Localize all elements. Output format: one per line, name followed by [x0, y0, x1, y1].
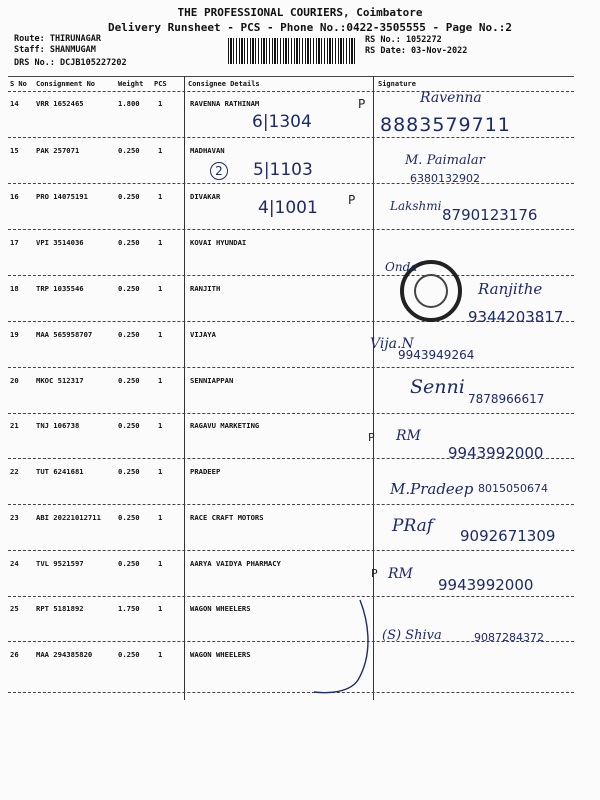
row-consignment: TVL 9521597: [36, 559, 84, 568]
row-consignee: RAGAVU MARKETING: [190, 421, 260, 430]
row-consignee: RAVENNA RATHINAM: [190, 99, 260, 108]
row-sno: 21: [10, 421, 19, 430]
row-sno: 15: [10, 146, 19, 155]
barcode: [228, 38, 356, 64]
row-sno: 25: [10, 604, 19, 613]
handwritten-p-mark: P: [368, 431, 375, 444]
row-consignment: MAA 294385820: [36, 650, 93, 659]
col-details: Consignee Details: [188, 80, 260, 88]
row-weight: 0.250: [118, 467, 140, 476]
row-consignee: WAGON WHEELERS: [190, 604, 251, 613]
row-pcs: 1: [158, 650, 163, 659]
row-divider: [8, 183, 574, 184]
row-weight: 0.250: [118, 559, 140, 568]
signature-scribble: PRaf: [392, 516, 434, 536]
signature-scribble: Senni: [410, 376, 465, 398]
handwritten-phone: 8790123176: [442, 206, 538, 224]
row-sno: 16: [10, 192, 19, 201]
handwritten-p-mark: P: [358, 97, 366, 111]
row-consignment: VRR 1652465: [36, 99, 84, 108]
row-pcs: 1: [158, 513, 163, 522]
handwritten-phone: 9943992000: [448, 444, 544, 462]
handwritten-door-number: 6|1304: [252, 112, 312, 132]
handwritten-phone: 9087284372: [474, 631, 544, 644]
row-divider: [8, 596, 574, 597]
row-consignment: ABI 20221012711: [36, 513, 101, 522]
row-consignee: DIVAKAR: [190, 192, 221, 201]
row-divider: [8, 137, 574, 138]
row-weight: 0.250: [118, 238, 140, 247]
row-divider: [8, 550, 574, 551]
row-pcs: 1: [158, 146, 163, 155]
row-weight: 0.250: [118, 376, 140, 385]
handwritten-phone: 8015050674: [478, 482, 548, 495]
signature-scribble: M.Pradeep: [390, 480, 474, 498]
row-weight: 1.750: [118, 604, 140, 613]
row-weight: 0.250: [118, 284, 140, 293]
row-sno: 19: [10, 330, 19, 339]
row-weight: 0.250: [118, 513, 140, 522]
handwritten-door-number: 5|1103: [253, 160, 313, 180]
signature-scribble: Ravenna: [420, 90, 482, 106]
route-label: Route: THIRUNAGAR: [14, 34, 101, 44]
row-consignment: RPT 5181892: [36, 604, 84, 613]
handwritten-phone: 9943992000: [438, 576, 534, 594]
header-top-rule: [8, 76, 574, 77]
row-sno: 26: [10, 650, 19, 659]
handwritten-phone: 9344203817: [468, 308, 564, 326]
row-consignment: PRO 14075191: [36, 192, 88, 201]
row-divider: [8, 367, 574, 368]
row-pcs: 1: [158, 192, 163, 201]
signature-scribble: Onda: [385, 260, 418, 274]
row-weight: 1.800: [118, 99, 140, 108]
handwritten-door-number: 4|1001: [258, 198, 318, 218]
handwritten-circled-number: 2: [210, 162, 228, 180]
row-pcs: 1: [158, 99, 163, 108]
company-title: THE PROFESSIONAL COURIERS, Coimbatore: [177, 6, 423, 19]
row-consignee: RANJITH: [190, 284, 221, 293]
handwritten-phone: 9092671309: [460, 527, 556, 545]
row-pcs: 1: [158, 238, 163, 247]
row-consignment: MAA 565958707: [36, 330, 93, 339]
col-sno: S No: [10, 80, 27, 88]
row-divider: [8, 504, 574, 505]
row-weight: 0.250: [118, 330, 140, 339]
row-consignment: MKOC 512317: [36, 376, 84, 385]
row-consignee: PRADEEP: [190, 467, 221, 476]
row-weight: 0.250: [118, 146, 140, 155]
row-pcs: 1: [158, 284, 163, 293]
col-consignment: Consignment No: [36, 80, 96, 88]
handwritten-p-mark: P: [348, 193, 356, 207]
runsheet-subtitle: Delivery Runsheet - PCS - Phone No.:0422-3505555 - Page No.:2: [108, 21, 512, 34]
col-weight: Weight: [118, 80, 144, 88]
signature-scribble: RM: [388, 566, 413, 582]
row-consignment: TNJ 106738: [36, 421, 80, 430]
rs-date: RS Date: 03-Nov-2022: [365, 46, 468, 56]
handwritten-phone: 8883579711: [380, 114, 511, 136]
row-consignment: VPI 3514036: [36, 238, 84, 247]
signature-scribble: Ranjithe: [478, 280, 543, 298]
details-column-rule: [184, 76, 185, 700]
row-pcs: 1: [158, 330, 163, 339]
row-consignee: SENNIAPPAN: [190, 376, 234, 385]
drs-number: DRS No.: DCJB105227202: [14, 58, 127, 68]
row-pcs: 1: [158, 467, 163, 476]
header-bottom-rule: [8, 91, 574, 92]
row-sno: 22: [10, 467, 19, 476]
handwritten-p-mark: P: [371, 567, 378, 580]
handwritten-phone: 6380132902: [410, 172, 480, 185]
col-pcs: PCS: [154, 80, 167, 88]
row-divider: [8, 413, 574, 414]
row-pcs: 1: [158, 421, 163, 430]
rs-number: RS No.: 1052272: [365, 35, 442, 45]
col-signature: Signature: [378, 80, 416, 88]
row-sno: 14: [10, 99, 19, 108]
ink-stroke: [300, 596, 380, 700]
row-divider: [8, 275, 574, 276]
signature-scribble: RM: [396, 428, 421, 444]
row-divider: [8, 229, 574, 230]
row-weight: 0.250: [118, 650, 140, 659]
row-consignment: TRP 1035546: [36, 284, 84, 293]
row-sno: 23: [10, 513, 19, 522]
row-sno: 20: [10, 376, 19, 385]
row-divider: [8, 692, 574, 693]
signature-scribble: (S) Shiva: [382, 628, 442, 643]
handwritten-phone: 9943949264: [398, 348, 475, 362]
handwritten-signature-name: M. Paimalar: [405, 153, 485, 168]
row-consignee: AARYA VAIDYA PHARMACY: [190, 559, 281, 568]
row-sno: 18: [10, 284, 19, 293]
row-consignee: RACE CRAFT MOTORS: [190, 513, 264, 522]
signature-scribble: Lakshmi: [390, 199, 442, 213]
signature-scribble: Vija.N: [370, 336, 414, 352]
row-consignment: TUT 6241681: [36, 467, 84, 476]
row-sno: 17: [10, 238, 19, 247]
row-consignee: WAGON WHEELERS: [190, 650, 251, 659]
row-pcs: 1: [158, 604, 163, 613]
row-sno: 24: [10, 559, 19, 568]
row-consignment: PAK 257071: [36, 146, 80, 155]
row-consignee: VIJAYA: [190, 330, 216, 339]
staff-label: Staff: SHANMUGAM: [14, 45, 96, 55]
row-consignee: MADHAVAN: [190, 146, 225, 155]
row-weight: 0.250: [118, 421, 140, 430]
row-pcs: 1: [158, 376, 163, 385]
row-weight: 0.250: [118, 192, 140, 201]
handwritten-phone: 7878966617: [468, 392, 545, 406]
row-consignee: KOVAI HYUNDAI: [190, 238, 247, 247]
row-pcs: 1: [158, 559, 163, 568]
